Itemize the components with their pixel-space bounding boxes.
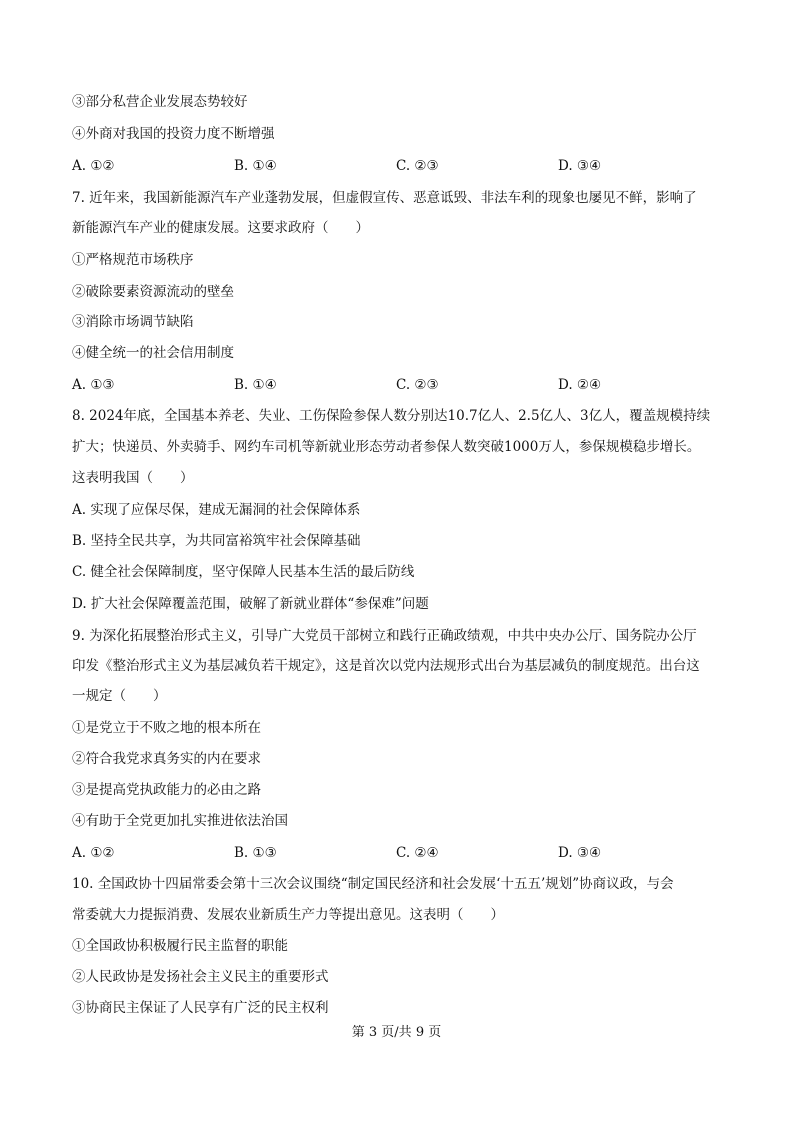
q8-stem-line-1: 8. 2024年底，全国基本养老、失业、工伤保险参保人数分别达10.7亿人、2.5亿人、3亿人，覆盖规模持续 (72, 408, 711, 424)
q9-stem-line-2: 印发《整治形式主义为基层减负若干规定》，这是首次以党内法规形式出台为基层减负的制度规范。出台这 (72, 658, 700, 674)
q7-item-4: ④健全统一的社会信用制度 (72, 345, 234, 361)
q6-item-4: ④外商对我国的投资力度不断增强 (72, 126, 275, 142)
q10-stem-line-2: 常委就大力提振消费、发展农业新质生产力等提出意见。这表明（ ） (72, 907, 504, 923)
page-number-footer: 第 3 页/共 9 页 (351, 1025, 442, 1040)
q9-option-b: B. ①③ (234, 845, 277, 861)
q9-item-2: ②符合我党求真务实的内在要求 (72, 751, 261, 767)
q8-stem-line-3: 这表明我国（ ） (72, 470, 194, 486)
q7-stem-line-1: 7. 近年来，我国新能源汽车产业蓬勃发展，但虚假宣传、恶意诋毁、非法车利的现象也屡见不鲜，影响了 (72, 190, 697, 206)
q7-option-d: D. ②④ (558, 377, 602, 393)
q6-option-a: A. ①② (72, 158, 115, 174)
q8-choice-d: D. 扩大社会保障覆盖范围，破解了新就业群体“参保难”问题 (72, 596, 429, 612)
q6-item-3: ③部分私营企业发展态势较好 (72, 94, 248, 110)
q9-stem-line-3: 一规定（ ） (72, 688, 167, 704)
q7-option-b: B. ①④ (234, 377, 277, 393)
q8-stem-line-2: 扩大；快递员、外卖骑手、网约车司机等新就业形态劳动者参保人数突破1000万人，参保规模稳步增长。 (72, 439, 701, 455)
q8-choice-b: B. 坚持全民共享，为共同富裕筑牢社会保障基础 (72, 533, 361, 549)
q6-option-c: C. ②③ (396, 158, 439, 174)
q10-item-2: ②人民政协是发扬社会主义民主的重要形式 (72, 969, 329, 985)
q9-stem-line-1: 9. 为深化拓展整治形式主义，引导广大党员干部树立和践行正确政绩观，中共中央办公厅、国务院办公厅 (72, 628, 697, 644)
q9-item-1: ①是党立于不败之地的根本所在 (72, 720, 261, 736)
q7-option-a: A. ①③ (72, 377, 115, 393)
q7-item-2: ②破除要素资源流动的壁垒 (72, 284, 234, 300)
q7-stem-line-2: 新能源汽车产业的健康发展。这要求政府（ ） (72, 220, 369, 236)
q10-stem-line-1: 10. 全国政协十四届常委会第十三次会议围绕“制定国民经济和社会发展‘十五五’规划”协商议政，与会 (72, 876, 674, 892)
q7-item-3: ③消除市场调节缺陷 (72, 314, 194, 330)
q6-options (72, 156, 732, 176)
q7-options (72, 375, 732, 395)
q9-item-3: ③是提高党执政能力的必由之路 (72, 782, 261, 798)
q8-choice-c: C. 健全社会保障制度，坚守保障人民基本生活的最后防线 (72, 564, 415, 580)
q9-options (72, 843, 732, 863)
q9-item-4: ④有助于全党更加扎实推进依法治国 (72, 813, 288, 829)
q9-option-d: D. ③④ (558, 845, 602, 861)
q6-option-d: D. ③④ (558, 158, 602, 174)
q7-item-1: ①严格规范市场秩序 (72, 252, 194, 268)
q6-option-b: B. ①④ (234, 158, 277, 174)
q9-option-a: A. ①② (72, 845, 115, 861)
q10-item-3: ③协商民主保证了人民享有广泛的民主权利 (72, 1000, 329, 1016)
q8-choice-a: A. 实现了应保尽保，建成无漏洞的社会保障体系 (72, 502, 361, 518)
q10-item-1: ①全国政协积极履行民主监督的职能 (72, 938, 288, 954)
q9-option-c: C. ②④ (396, 845, 439, 861)
q7-option-c: C. ②③ (396, 377, 439, 393)
